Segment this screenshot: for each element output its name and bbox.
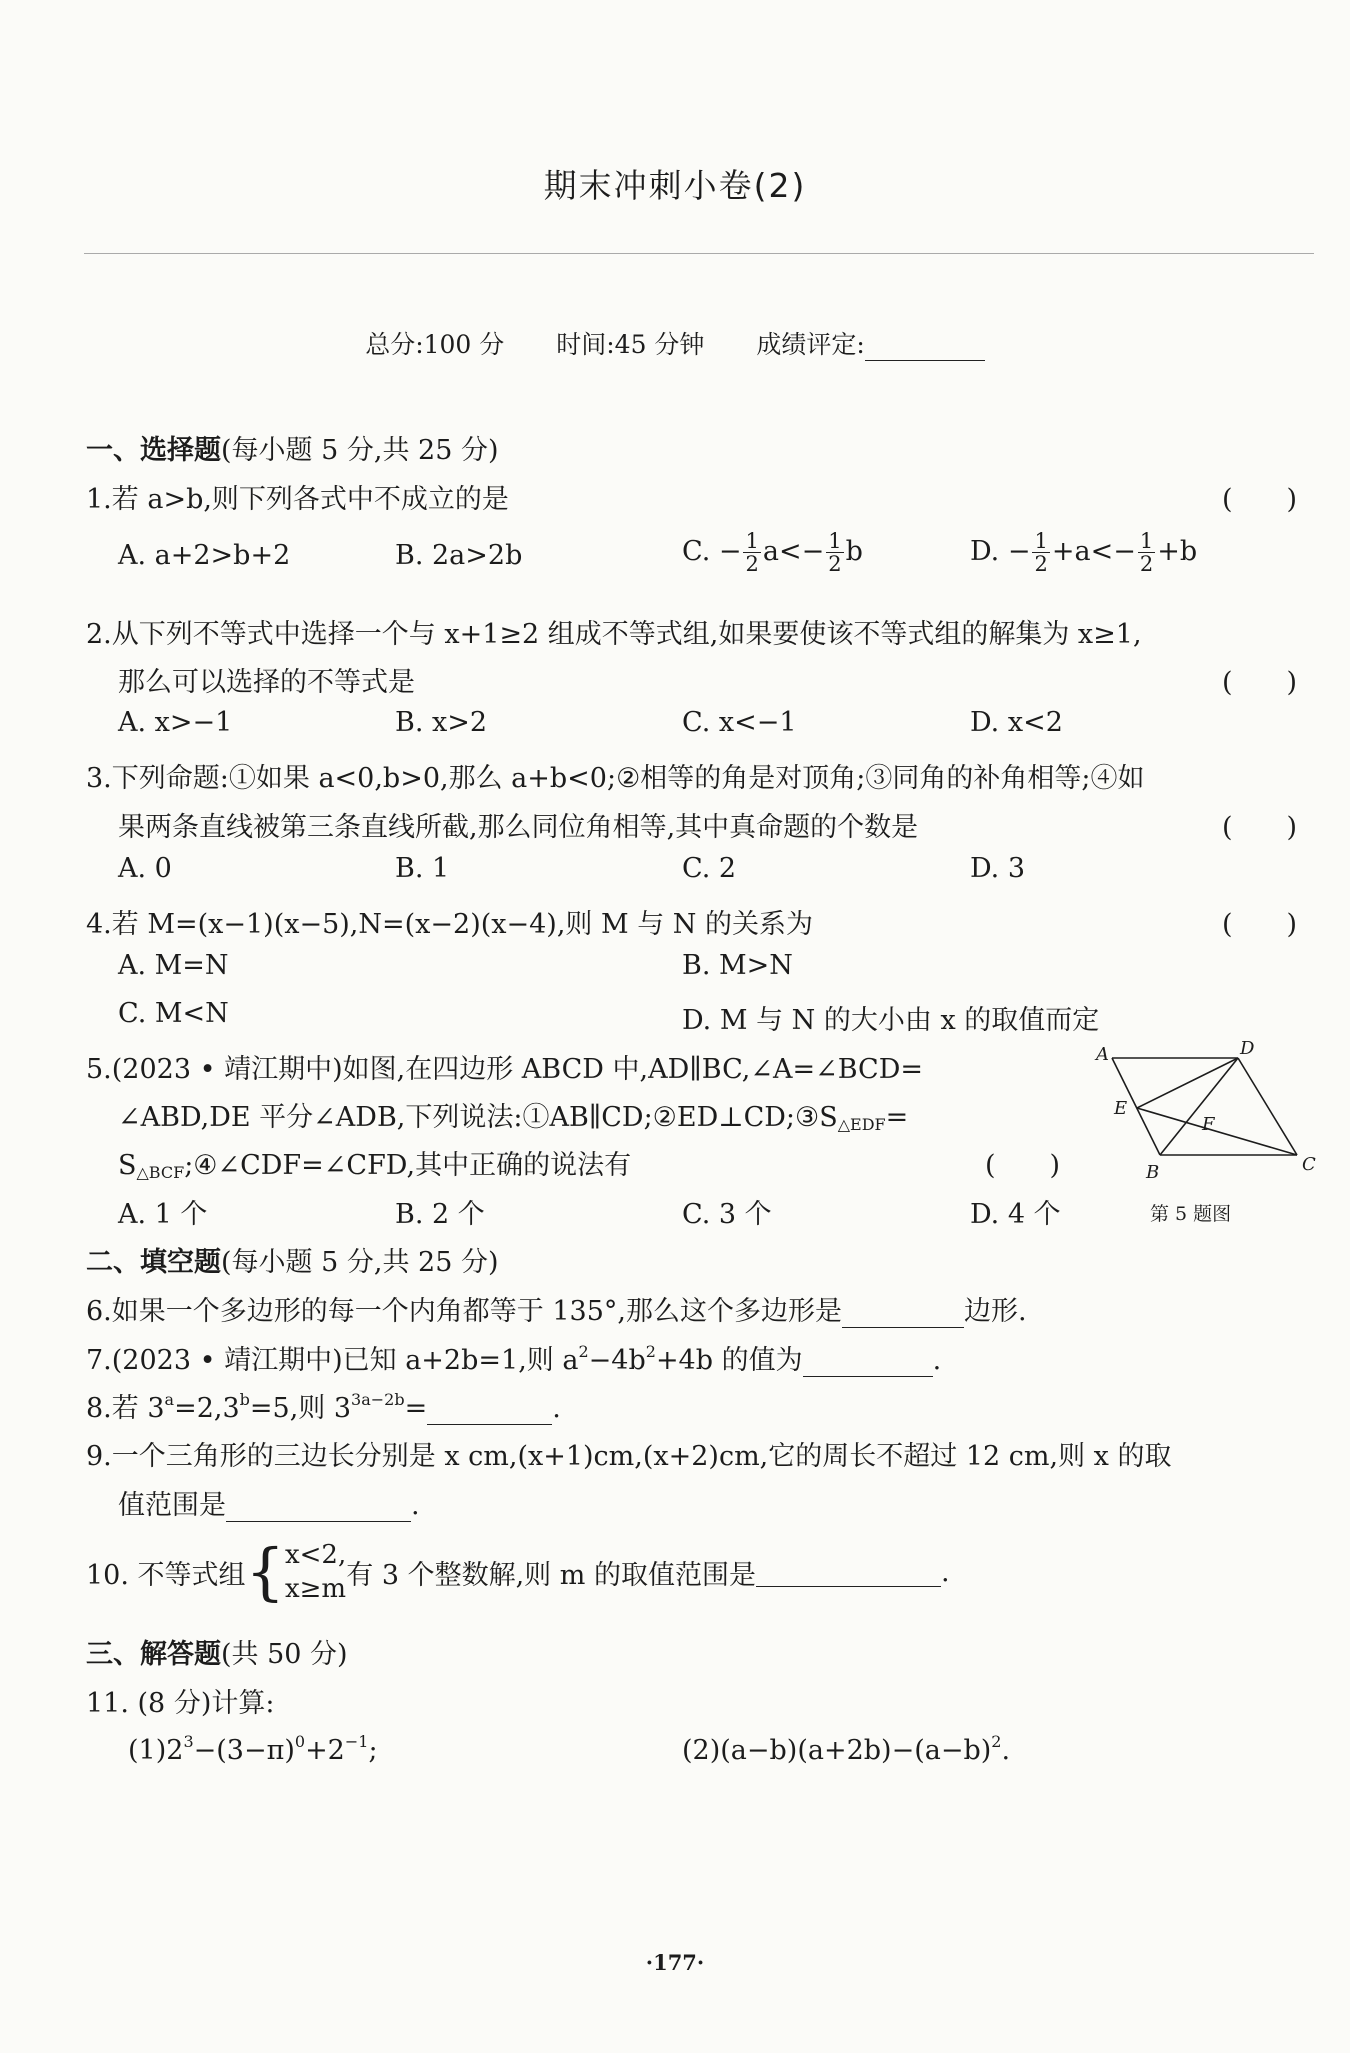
- q4-option-d: D. M 与 N 的大小由 x 的取值而定: [682, 1005, 1100, 1036]
- question-7: 7.(2023 • 靖江期中)已知 a+2b=1,则 $a^2-4b^2+4b$ 的值为 .: [86, 1342, 942, 1376]
- q1-option-c: C. − $\frac{1}{2}$ a<− $\frac{1}{2}$ b: [682, 529, 863, 576]
- q5-option-c: C. 3 个: [682, 1199, 772, 1230]
- grade-field: 成绩评定:: [756, 330, 984, 359]
- question-1-stem: 1.若 a>b,则下列各式中不成立的是: [86, 484, 509, 515]
- question-9-line1: 9.一个三角形的三边长分别是 x cm,(x+1)cm,(x+2)cm,它的周长不超过 12 cm,则 x 的取: [86, 1441, 1172, 1472]
- question-5-stem-line3: $S_{\triangle BCF};④\angle CDF=\angle CFD$,其中正确的说法有: [118, 1150, 632, 1182]
- q4-option-b: B. M>N: [682, 950, 793, 981]
- q2-option-a: A. x>−1: [118, 707, 233, 738]
- question-10: 10. 不等式组 { x<2, x≥m 有 3 个整数解,则 m 的取值范围是 .: [86, 1535, 950, 1608]
- q3-option-d: D. 3: [970, 853, 1026, 884]
- q1-option-a: A. a+2>b+2: [118, 540, 291, 571]
- question-9-line2: 值范围是 .: [118, 1490, 420, 1521]
- q4-option-c: C. M<N: [118, 998, 229, 1029]
- figure-caption: 第 5 题图: [1150, 1203, 1232, 1225]
- question-8: 8.若 $3^a=2,3^b=5$,则 $3^{3a-2b}=$ .: [86, 1390, 561, 1424]
- section-choice-heading: 一、选择题(每小题 5 分,共 25 分): [86, 435, 499, 466]
- question-2-stem-line2: 那么可以选择的不等式是: [118, 667, 415, 698]
- title-divider: [84, 253, 1314, 254]
- time-limit: 时间:45 分钟: [556, 330, 705, 359]
- question-5-stem-line1: 5.(2023 • 靖江期中)如图,在四边形 ABCD 中,AD∥BC,∠A=∠BCD=: [86, 1054, 923, 1085]
- question-3-stem-line2: 果两条直线被第三条直线所截,那么同位角相等,其中真命题的个数是: [118, 812, 919, 843]
- q3-option-b: B. 1: [395, 853, 450, 884]
- q7-blank: [803, 1348, 933, 1377]
- question-2-answer-paren: ( ): [1222, 667, 1298, 698]
- question-11-stem: 11. (8 分)计算:: [86, 1688, 275, 1719]
- question-11-part-2: $(2)(a-b)(a+2b)-(a-b)^2$.: [682, 1732, 1011, 1766]
- question-5-stem-line2: ∠ABD,DE 平分∠ADB,下列说法$:①AB\parallel CD;②ED\perp CD;③S_{\triangle EDF}=$: [118, 1102, 909, 1134]
- section-answer-heading: 三、解答题(共 50 分): [86, 1639, 348, 1670]
- q9-blank: [226, 1493, 411, 1522]
- q2-option-c: C. x<−1: [682, 707, 797, 738]
- q6-blank: [842, 1299, 964, 1328]
- q10-brace: {: [245, 1535, 285, 1608]
- q5-option-b: B. 2 个: [395, 1199, 485, 1230]
- page-number: ·177·: [645, 1950, 705, 1975]
- question-5-figure: [1090, 1040, 1320, 1230]
- question-1-answer-paren: ( ): [1222, 484, 1298, 515]
- q8-blank: [427, 1396, 552, 1425]
- section-fill-heading: 二、填空题(每小题 5 分,共 25 分): [86, 1247, 499, 1278]
- question-3-answer-paren: ( ): [1222, 812, 1298, 843]
- figure-label-e: E: [1114, 1098, 1128, 1119]
- q5-option-d: D. 4 个: [970, 1199, 1061, 1230]
- question-11-part-1: $(1)2^3-(3-\pi)^0+2^{-1}$;: [128, 1732, 378, 1766]
- q5-option-a: A. 1 个: [118, 1199, 208, 1230]
- question-2-stem-line1: 2.从下列不等式中选择一个与 x+1≥2 组成不等式组,如果要使该不等式组的解集为 x≥1,: [86, 619, 1142, 650]
- q1-option-b: B. 2a>2b: [395, 540, 523, 571]
- figure-label-a: A: [1096, 1044, 1109, 1065]
- segment-db: [1160, 1058, 1238, 1155]
- question-4-answer-paren: ( ): [1222, 909, 1298, 940]
- q2-option-d: D. x<2: [970, 707, 1063, 738]
- q2-option-b: B. x>2: [395, 707, 488, 738]
- page-title: 期末冲刺小卷(2): [543, 166, 807, 205]
- figure-label-c: C: [1302, 1154, 1316, 1175]
- q10-inequality-system: x<2, x≥m: [284, 1540, 347, 1604]
- q3-option-c: C. 2: [682, 853, 737, 884]
- q3-option-a: A. 0: [118, 853, 172, 884]
- figure-label-f: F: [1202, 1114, 1215, 1135]
- q4-option-a: A. M=N: [118, 950, 229, 981]
- figure-label-d: D: [1240, 1040, 1255, 1059]
- question-4-stem: 4.若 M=(x−1)(x−5),N=(x−2)(x−4),则 M 与 N 的关系为: [86, 909, 814, 940]
- total-score: 总分:100 分: [365, 330, 505, 359]
- q1-option-d: D. − $\frac{1}{2}$ +a<− $\frac{1}{2}$ +b: [970, 529, 1198, 576]
- segment-ed: [1137, 1058, 1238, 1108]
- q10-blank: [756, 1558, 941, 1587]
- question-6: 6.如果一个多边形的每一个内角都等于 135°,那么这个多边形是 边形.: [86, 1296, 1027, 1327]
- figure-label-b: B: [1146, 1162, 1160, 1183]
- question-5-answer-paren: ( ): [985, 1150, 1061, 1181]
- exam-info: [0, 325, 1350, 361]
- question-3-stem-line1: 3.下列命题:①如果 a<0,b>0,那么 a+b<0;②相等的角是对顶角;③同角的补角相等;④如: [86, 763, 1145, 794]
